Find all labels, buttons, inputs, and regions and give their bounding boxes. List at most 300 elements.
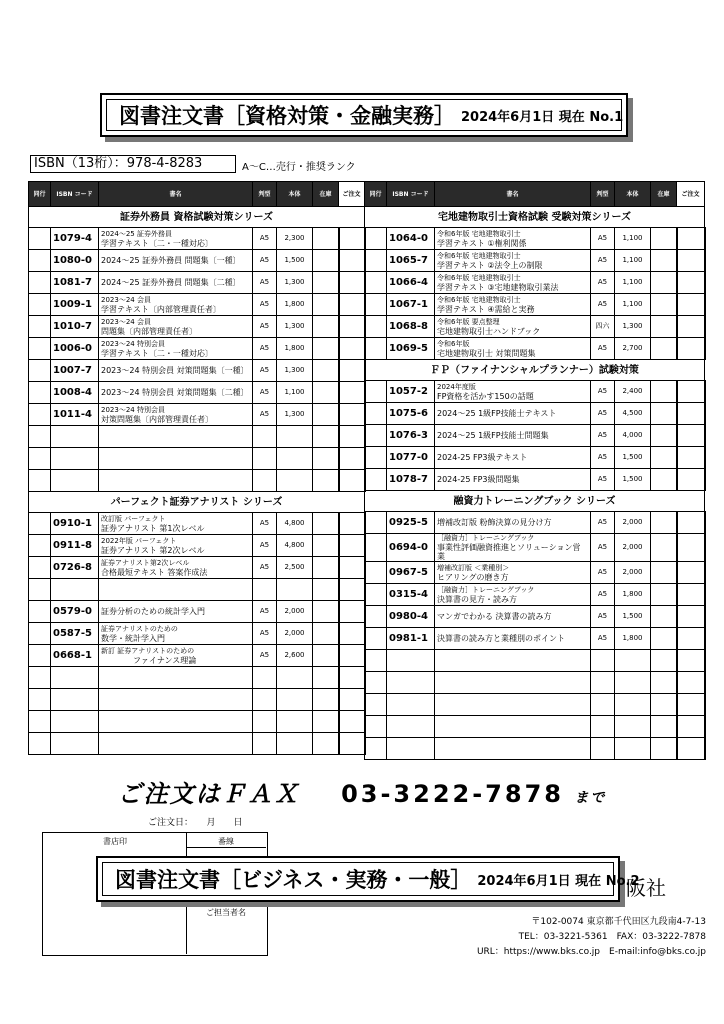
stamp-box-underline	[186, 847, 266, 848]
rank-cell	[365, 447, 387, 469]
book-price: 1,300	[277, 316, 313, 338]
rank-cell	[29, 360, 51, 382]
rank-cell	[29, 228, 51, 250]
order-quantity-cell[interactable]	[677, 534, 705, 562]
rank-cell	[365, 584, 387, 606]
book-format: A5	[253, 360, 277, 382]
book-title-line: 2024～25 証券外務員	[101, 229, 172, 238]
order-quantity-cell[interactable]	[339, 623, 365, 645]
book-title	[99, 470, 253, 492]
order-quantity-cell[interactable]	[339, 470, 365, 492]
book-title	[435, 534, 591, 562]
book-format: A5	[591, 628, 615, 650]
order-quantity-cell[interactable]	[339, 360, 365, 382]
book-title	[435, 425, 591, 447]
book-title	[99, 711, 253, 733]
book-format: A5	[591, 403, 615, 425]
fax-number: 03-3222-7878	[341, 780, 564, 808]
book-title-line: 2024～25 証券外務員 問題集〔一種〕	[101, 256, 241, 265]
book-title	[435, 694, 591, 716]
isbn-code: 0981-1	[387, 628, 435, 650]
rank-cell	[365, 672, 387, 694]
stock-cell	[651, 294, 677, 316]
stock-cell	[651, 447, 677, 469]
book-price: 4,800	[277, 535, 313, 557]
isbn-code: 1010-7	[51, 316, 99, 338]
order-quantity-cell[interactable]	[339, 733, 365, 755]
book-price: 2,000	[277, 601, 313, 623]
book-row	[29, 733, 365, 755]
fax-order-line	[0, 774, 724, 809]
book-row	[365, 381, 705, 403]
book-format	[253, 426, 277, 448]
book-row	[365, 272, 705, 294]
book-title	[435, 228, 591, 250]
order-quantity-cell[interactable]	[339, 404, 365, 426]
book-title-line: FP資格を活かす150の話題	[437, 391, 534, 401]
book-price	[277, 426, 313, 448]
rank-cell	[365, 606, 387, 628]
stock-cell	[651, 512, 677, 534]
book-row	[29, 426, 365, 448]
order-quantity-cell[interactable]	[677, 294, 705, 316]
book-price	[277, 448, 313, 470]
rank-cell	[29, 338, 51, 360]
book-price: 1,800	[615, 628, 651, 650]
isbn-code	[51, 579, 99, 601]
order-quantity-cell[interactable]	[339, 272, 365, 294]
book-row	[365, 694, 705, 716]
order-quantity-cell[interactable]	[339, 513, 365, 535]
order-quantity-cell[interactable]	[677, 606, 705, 628]
book-title	[99, 404, 253, 426]
order-quantity-cell[interactable]	[339, 689, 365, 711]
stock-cell	[651, 403, 677, 425]
book-format: A5	[253, 535, 277, 557]
book-title-line: 学習テキスト ①権利関係	[437, 238, 527, 248]
book-title-line: 決算書の読み方と業種別のポイント	[437, 634, 565, 643]
stock-cell	[313, 250, 339, 272]
stock-cell	[313, 689, 339, 711]
publisher-name-fragment: 阪社	[626, 876, 666, 900]
book-title	[435, 250, 591, 272]
isbn-code: 1006-0	[51, 338, 99, 360]
order-quantity-cell[interactable]	[339, 601, 365, 623]
stock-cell	[651, 425, 677, 447]
book-row	[29, 535, 365, 557]
fax-label: ご注文はＦＡＸ	[117, 780, 300, 808]
book-row	[29, 448, 365, 470]
publisher-tel-fax: TEL：03-3221-5361 FAX：03-3222-7878	[518, 932, 706, 942]
stock-cell	[651, 316, 677, 338]
section-row	[365, 491, 705, 512]
book-title	[435, 562, 591, 584]
isbn-code	[51, 689, 99, 711]
book-title-line: 2022年版 パーフェクト	[101, 536, 177, 545]
rank-cell	[29, 448, 51, 470]
order-form-title-box	[100, 93, 628, 137]
book-format: A5	[591, 534, 615, 562]
isbn-code	[51, 711, 99, 733]
book-title-line: 証券アナリスト 第2次レベル	[101, 545, 205, 555]
book-format: A5	[253, 601, 277, 623]
book-price: 1,100	[277, 382, 313, 404]
stock-cell	[313, 316, 339, 338]
rank-cell	[29, 250, 51, 272]
book-title	[435, 294, 591, 316]
book-title	[99, 579, 253, 601]
book-title	[99, 689, 253, 711]
book-price: 1,300	[277, 404, 313, 426]
header-row	[29, 182, 365, 207]
isbn-code: 1065-7	[387, 250, 435, 272]
book-format	[253, 733, 277, 755]
order-quantity-cell[interactable]	[677, 403, 705, 425]
order-quantity-cell[interactable]	[339, 228, 365, 250]
rank-cell	[365, 650, 387, 672]
book-title-line: ファイナンス理論	[101, 655, 197, 665]
order-quantity-cell[interactable]	[677, 447, 705, 469]
book-format: A5	[253, 338, 277, 360]
order-quantity-cell[interactable]	[677, 316, 705, 338]
book-price: 1,800	[277, 338, 313, 360]
isbn-code	[51, 470, 99, 492]
book-title	[99, 535, 253, 557]
order-quantity-cell[interactable]	[677, 584, 705, 606]
stock-cell	[651, 272, 677, 294]
book-format: A5	[253, 316, 277, 338]
rank-cell	[365, 534, 387, 562]
rank-cell	[29, 470, 51, 492]
order-quantity-cell[interactable]	[677, 425, 705, 447]
fax-suffix: まで	[574, 790, 607, 806]
book-format: A5	[253, 645, 277, 667]
rank-cell	[365, 381, 387, 403]
book-title	[435, 338, 591, 360]
book-title-line: 増補改訂版 ＜業種別＞	[437, 563, 510, 572]
book-price: 2,000	[615, 512, 651, 534]
stock-cell	[651, 228, 677, 250]
order-quantity-cell[interactable]	[677, 562, 705, 584]
book-format	[253, 470, 277, 492]
stock-cell	[651, 628, 677, 650]
book-title	[435, 403, 591, 425]
book-format	[253, 689, 277, 711]
stock-cell	[651, 650, 677, 672]
isbn-code: 1011-4	[51, 404, 99, 426]
stock-cell	[651, 716, 677, 738]
format-header: 判型	[253, 182, 277, 207]
book-title-line: 令和6年版 宅地建物取引士	[437, 229, 521, 238]
order-quantity-cell[interactable]	[339, 250, 365, 272]
book-price: 2,700	[615, 338, 651, 360]
book-title-line: 学習テキスト ②法令上の制限	[437, 260, 543, 270]
isbn-code: 0579-0	[51, 601, 99, 623]
book-row	[29, 316, 365, 338]
book-title	[99, 513, 253, 535]
rank-cell	[29, 557, 51, 579]
stock-cell	[313, 228, 339, 250]
format-header: 判型	[591, 182, 615, 207]
isbn-code: 1069-5	[387, 338, 435, 360]
isbn-code: 1008-4	[51, 382, 99, 404]
order-quantity-cell[interactable]	[339, 711, 365, 733]
order-quantity-cell[interactable]	[339, 382, 365, 404]
book-title	[435, 628, 591, 650]
book-price	[615, 738, 651, 760]
book-format: 四六	[591, 316, 615, 338]
book-format	[253, 667, 277, 689]
order-quantity-cell[interactable]	[677, 338, 705, 360]
order-quantity-cell[interactable]	[339, 426, 365, 448]
book-format: A5	[591, 584, 615, 606]
isbn-prefix: ISBN（13桁）：978-4-8283	[30, 155, 236, 173]
stock-cell	[313, 557, 339, 579]
stock-cell	[313, 294, 339, 316]
rank-cell	[29, 404, 51, 426]
book-format: A5	[591, 512, 615, 534]
book-format	[253, 711, 277, 733]
book-title-line: 学習テキスト〔二・一種対応〕	[101, 238, 213, 248]
stock-cell	[313, 601, 339, 623]
book-row	[29, 513, 365, 535]
order-quantity-cell[interactable]	[677, 672, 705, 694]
rank-cell	[365, 338, 387, 360]
book-format: A5	[253, 250, 277, 272]
book-title	[99, 733, 253, 755]
book-title-line: 学習テキスト〔二・一種対応〕	[101, 348, 213, 358]
book-title-line: 問題集〔内部管理責任者〕	[101, 326, 197, 336]
book-format	[591, 672, 615, 694]
book-title-line: 学習テキスト ④需給と実務	[437, 304, 535, 314]
book-title-line: 令和6年版	[437, 339, 470, 348]
book-price	[277, 579, 313, 601]
isbn-code: 0911-8	[51, 535, 99, 557]
book-row	[29, 272, 365, 294]
stock-cell	[651, 738, 677, 760]
order-quantity-cell[interactable]	[677, 650, 705, 672]
book-title-line: 2023～24 会員	[101, 317, 151, 326]
book-title-line: 対策問題集〔内部管理責任者〕	[101, 414, 213, 424]
rank-cell	[29, 579, 51, 601]
order-quantity-cell[interactable]	[677, 694, 705, 716]
book-format: A5	[591, 381, 615, 403]
book-title-line: 2024年度版	[437, 382, 476, 391]
stock-header: 在庫	[651, 182, 677, 207]
book-row	[365, 534, 705, 562]
book-price: 1,100	[615, 294, 651, 316]
book-title-line: 改訂版 パーフェクト	[101, 514, 166, 523]
order-form-date: 2024年6月1日 現在 No.1	[461, 109, 624, 125]
rank-cell	[29, 601, 51, 623]
order-quantity-cell[interactable]	[677, 716, 705, 738]
isbn-code	[387, 738, 435, 760]
order-quantity-cell[interactable]	[339, 667, 365, 689]
section-row	[365, 360, 705, 381]
book-row	[365, 447, 705, 469]
rank-cell	[365, 250, 387, 272]
isbn-code: 0668-1	[51, 645, 99, 667]
stock-header: 在庫	[313, 182, 339, 207]
book-title	[99, 316, 253, 338]
book-row	[365, 716, 705, 738]
order-quantity-cell[interactable]	[339, 294, 365, 316]
person-label: ご担当者名	[206, 908, 246, 917]
section-title: 証券外務員 資格試験対策シリーズ	[29, 207, 365, 228]
order-quantity-cell[interactable]	[339, 557, 365, 579]
book-title-line: 2024～25 証券外務員 問題集〔二種〕	[101, 278, 241, 287]
rank-cell	[29, 316, 51, 338]
book-row	[365, 628, 705, 650]
book-format: A5	[253, 382, 277, 404]
book-title	[435, 381, 591, 403]
isbn-code: 0694-0	[387, 534, 435, 562]
book-row	[365, 250, 705, 272]
order-quantity-cell[interactable]	[677, 272, 705, 294]
order-quantity-cell[interactable]	[677, 250, 705, 272]
right-order-table	[364, 181, 706, 760]
book-title-line: 増補改訂版 粉飾決算の見分け方	[437, 518, 552, 527]
book-format: A5	[253, 404, 277, 426]
order-quantity-cell[interactable]	[339, 338, 365, 360]
book-format	[591, 650, 615, 672]
book-price: 2,000	[615, 534, 651, 562]
order-quantity-cell[interactable]	[677, 738, 705, 760]
stock-cell	[313, 535, 339, 557]
book-price: 1,100	[615, 250, 651, 272]
order-form-title-2: 図書注文書［ビジネス・実務・一般］	[115, 868, 472, 892]
isbn-code: 1078-7	[387, 469, 435, 491]
book-format: A5	[591, 469, 615, 491]
book-price: 2,000	[277, 623, 313, 645]
isbn-code: 1080-0	[51, 250, 99, 272]
rank-cell	[29, 711, 51, 733]
book-row	[365, 403, 705, 425]
order-quantity-cell[interactable]	[677, 469, 705, 491]
book-price	[615, 672, 651, 694]
order-date-field[interactable]: ご注文日： 月 日	[148, 818, 243, 828]
order-quantity-cell[interactable]	[339, 316, 365, 338]
stock-cell	[651, 562, 677, 584]
rank-cell	[365, 694, 387, 716]
book-price: 1,500	[615, 469, 651, 491]
isbn-code: 1007-7	[51, 360, 99, 382]
book-title-line: 数学・統計学入門	[101, 633, 165, 643]
book-price	[277, 470, 313, 492]
book-format	[253, 448, 277, 470]
book-row	[29, 689, 365, 711]
book-row	[365, 650, 705, 672]
isbn-code: 0980-4	[387, 606, 435, 628]
stock-cell	[313, 579, 339, 601]
isbn-code	[387, 716, 435, 738]
order-quantity-cell[interactable]	[677, 381, 705, 403]
book-title	[99, 250, 253, 272]
book-title-line: 決算書の見方・読み方	[437, 594, 517, 604]
price-header: 本体	[277, 182, 313, 207]
book-format: A5	[253, 513, 277, 535]
book-title	[435, 316, 591, 338]
rank-cell	[365, 294, 387, 316]
order-quantity-cell[interactable]	[339, 579, 365, 601]
book-row	[365, 228, 705, 250]
order-quantity-cell[interactable]	[677, 512, 705, 534]
order-quantity-cell[interactable]	[339, 448, 365, 470]
book-row	[29, 382, 365, 404]
rank-cell	[29, 272, 51, 294]
book-format: A5	[591, 294, 615, 316]
rank-cell	[29, 733, 51, 755]
book-title	[435, 512, 591, 534]
book-title-line: 2023～24 特別会員	[101, 339, 165, 348]
book-price: 2,300	[277, 228, 313, 250]
price-header: 本体	[615, 182, 651, 207]
isbn-code: 1081-7	[51, 272, 99, 294]
book-price: 1,800	[615, 584, 651, 606]
book-price	[277, 733, 313, 755]
book-price	[615, 694, 651, 716]
book-row	[29, 623, 365, 645]
stock-cell	[313, 667, 339, 689]
stock-cell	[651, 250, 677, 272]
book-price: 4,800	[277, 513, 313, 535]
rank-cell	[29, 513, 51, 535]
book-price: 1,100	[615, 228, 651, 250]
book-row	[29, 667, 365, 689]
title-header: 書名	[435, 182, 591, 207]
book-row	[29, 601, 365, 623]
book-price: 2,400	[615, 381, 651, 403]
stock-cell	[651, 469, 677, 491]
book-price: 1,300	[277, 272, 313, 294]
isbn-code: 0587-5	[51, 623, 99, 645]
book-title	[99, 623, 253, 645]
book-title-line: 2024-25 FP3級問題集	[437, 475, 520, 484]
rank-cell	[29, 623, 51, 645]
title-header: 書名	[99, 182, 253, 207]
book-title-line: 証券アナリスト第2次レベル	[101, 558, 190, 567]
book-price: 1,500	[615, 447, 651, 469]
rank-header: 同行	[365, 182, 387, 207]
book-title-line: 2023～24 会員	[101, 295, 151, 304]
section-row	[29, 492, 365, 513]
isbn-code: 0910-1	[51, 513, 99, 535]
order-form-date-2: 2024年6月1日 現在 No.2	[477, 873, 640, 889]
book-format: A5	[253, 557, 277, 579]
isbn-code	[51, 667, 99, 689]
stock-cell	[313, 404, 339, 426]
rank-header: 同行	[29, 182, 51, 207]
book-title	[435, 672, 591, 694]
order-form-title: 図書注文書［資格対策・金融実務］	[119, 104, 455, 128]
rank-cell	[29, 382, 51, 404]
rank-cell	[365, 272, 387, 294]
book-format: A5	[253, 272, 277, 294]
stock-cell	[313, 623, 339, 645]
book-row	[29, 579, 365, 601]
stock-cell	[313, 733, 339, 755]
isbn-code	[51, 733, 99, 755]
book-format: A5	[253, 623, 277, 645]
order-quantity-cell[interactable]	[339, 535, 365, 557]
isbn-code: 1079-4	[51, 228, 99, 250]
book-title	[99, 645, 253, 667]
book-title-line: 新訂 証券アナリストのための	[101, 646, 195, 655]
order-quantity-cell[interactable]	[677, 228, 705, 250]
stock-cell	[313, 711, 339, 733]
order-quantity-cell[interactable]	[339, 645, 365, 667]
order-quantity-cell[interactable]	[677, 628, 705, 650]
